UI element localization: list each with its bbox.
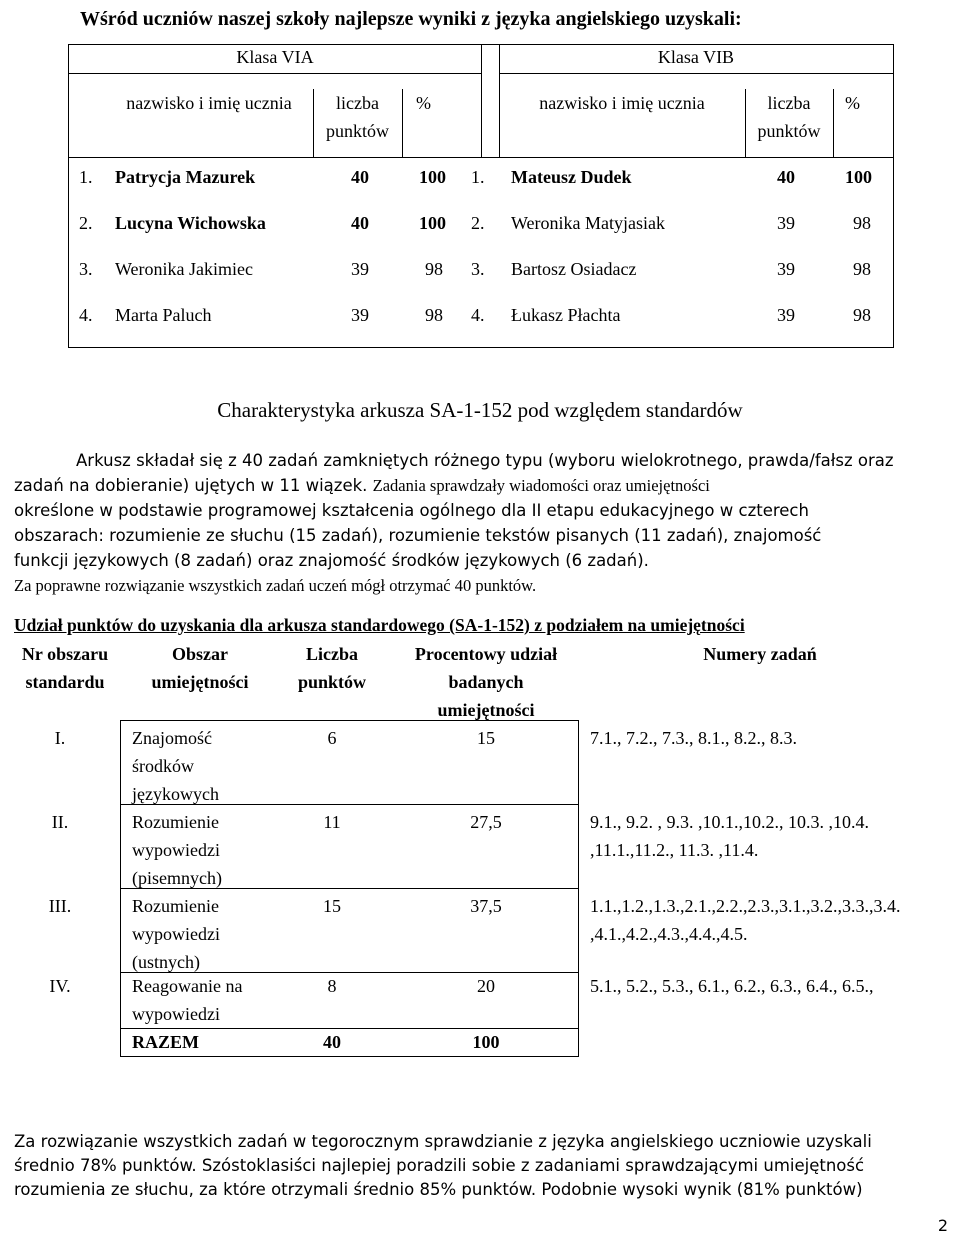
section-heading: Udział punktów do uzyskania dla arkusza standardowego (SA-1-152) z podziałem na umiejętności — [14, 615, 745, 635]
text-line: średnio 78% punktów. Szóstoklasiści najlepiej poradzili sobie z zadaniami sprawdzającymi umiejętność — [14, 1156, 865, 1175]
student-name: Mateusz Dudek — [511, 167, 632, 187]
tasks-line: ,4.1.,4.2.,4.3.,4.4.,4.5. — [590, 924, 748, 944]
student-points: 39 — [777, 305, 795, 325]
section-heading: Charakterystyka arkusza SA-1-152 pod względem standardów — [217, 398, 743, 422]
summary-paragraph — [14, 1130, 944, 1202]
header-area — [120, 640, 280, 696]
text-span: Zadania sprawdzały wiadomości oraz umiejętności — [372, 476, 710, 495]
student-points: 39 — [777, 213, 795, 233]
area-line: wypowiedzi — [132, 924, 220, 944]
col-points-header — [313, 89, 402, 145]
text-line — [14, 473, 934, 498]
divider — [833, 89, 834, 157]
col-name-header: nazwisko i imię ucznia — [126, 93, 292, 113]
student-name: Marta Paluch — [115, 305, 212, 325]
area-points: 11 — [323, 812, 341, 832]
area-name — [132, 892, 220, 976]
col-points-line: liczba — [767, 93, 811, 113]
student-pct: 98 — [425, 259, 443, 279]
page-number: 2 — [937, 1216, 948, 1235]
header-tasks: Numery zadań — [703, 644, 817, 664]
student-pct: 98 — [425, 305, 443, 325]
area-name — [132, 808, 222, 892]
area-line: (pisemnych) — [132, 868, 222, 888]
col-points-line: punktów — [757, 121, 821, 141]
divider — [120, 1056, 578, 1057]
row-number: 1. — [79, 167, 93, 187]
text-line: Za poprawne rozwiązanie wszystkich zadań uczeń mógł otrzymać 40 punktów. — [14, 576, 537, 595]
col-points-header — [745, 89, 833, 145]
row-number: 4. — [79, 305, 93, 325]
area-name — [132, 724, 219, 808]
tasks-line: 7.1., 7.2., 7.3., 8.1., 8.2., 8.3. — [590, 728, 797, 748]
student-points: 40 — [777, 167, 795, 187]
header-percent — [394, 640, 578, 724]
divider — [69, 157, 893, 158]
area-percent: 27,5 — [470, 812, 502, 832]
area-line: językowych — [132, 784, 219, 804]
student-pct: 98 — [853, 259, 871, 279]
area-tasks — [590, 892, 901, 948]
divider — [402, 89, 403, 157]
student-name: Lucyna Wichowska — [115, 213, 266, 233]
total-label: RAZEM — [132, 1032, 199, 1052]
header-line: umiejętności — [151, 672, 249, 692]
row-number: 3. — [471, 259, 485, 279]
area-percent: 15 — [477, 728, 495, 748]
area-line: wypowiedzi — [132, 1004, 220, 1024]
text-line: funkcji językowych (8 zadań) oraz znajomość środków językowych (6 zadań). — [14, 551, 649, 570]
area-tasks — [590, 808, 869, 864]
header-points — [280, 640, 384, 696]
divider — [481, 45, 482, 157]
text-span: zadań na dobieranie) ujętych w 11 wiązek. — [14, 476, 373, 495]
header-line: Obszar — [172, 644, 228, 664]
area-percent: 37,5 — [470, 896, 502, 916]
row-number: 2. — [471, 213, 485, 233]
area-line: wypowiedzi — [132, 840, 220, 860]
exam-description — [14, 448, 934, 598]
tasks-line: ,11.1.,11.2., 11.3. ,11.4. — [590, 840, 759, 860]
divider — [499, 73, 893, 74]
area-number: III. — [48, 896, 72, 916]
student-name: Weronika Jakimiec — [115, 259, 253, 279]
header-line: Liczba — [306, 644, 358, 664]
col-pct-header: % — [416, 93, 431, 113]
divider — [578, 720, 579, 1057]
total-percent: 100 — [472, 1032, 500, 1052]
header-nr — [10, 640, 120, 696]
student-pct: 98 — [853, 305, 871, 325]
student-pct: 100 — [419, 213, 446, 233]
tasks-line: 9.1., 9.2. , 9.3. ,10.1.,10.2., 10.3. ,10.4. — [590, 812, 869, 832]
header-line: punktów — [297, 672, 367, 692]
page-title: Wśród uczniów naszej szkoły najlepsze wyniki z języka angielskiego uzyskali: — [80, 8, 742, 30]
row-number: 3. — [79, 259, 93, 279]
text-line: obszarach: rozumienie ze słuchu (15 zadań), rozumienie tekstów pisanych (11 zadań), znajomość — [14, 526, 822, 545]
row-number: 1. — [471, 167, 485, 187]
tasks-line: 5.1., 5.2., 5.3., 6.1., 6.2., 6.3., 6.4., 6.5., — [590, 976, 874, 996]
header-line: Nr obszaru — [21, 644, 109, 664]
student-pct: 100 — [845, 167, 872, 187]
text-line: Za rozwiązanie wszystkich zadań w tegorocznym sprawdzianie z języka angielskiego uczniowie uzyskali — [14, 1132, 872, 1151]
text-line: określone w podstawie programowej kształcenia ogólnego dla II etapu edukacyjnego w czterech — [14, 501, 809, 520]
student-points: 39 — [351, 305, 369, 325]
row-number: 2. — [79, 213, 93, 233]
student-points: 40 — [351, 167, 369, 187]
row-number: 4. — [471, 305, 485, 325]
class-b-header: Klasa VIB — [657, 47, 735, 67]
area-line: (ustnych) — [132, 952, 200, 972]
area-number: IV. — [49, 976, 71, 996]
area-number: I. — [54, 728, 66, 748]
col-name-header: nazwisko i imię ucznia — [539, 93, 705, 113]
divider — [69, 73, 481, 74]
results-table — [68, 44, 894, 348]
area-line: Rozumienie — [132, 896, 219, 916]
text-line: rozumienia ze słuchu, za które otrzymali średnio 85% punktów. Podobnie wysoki wynik (81% punktów) — [14, 1180, 863, 1199]
area-number: II. — [51, 812, 69, 832]
student-name: Patrycja Mazurek — [115, 167, 256, 187]
area-points: 8 — [327, 976, 337, 996]
student-points: 39 — [777, 259, 795, 279]
skills-table — [0, 640, 960, 1060]
class-a-header: Klasa VIA — [236, 47, 314, 67]
header-line: Procentowy udział — [414, 644, 558, 664]
header-line: umiejętności — [437, 700, 535, 720]
text-line: Arkusz składał się z 40 zadań zamkniętych różnego typu (wyboru wielokrotnego, prawda/fałsz oraz — [76, 451, 894, 470]
tasks-line: 1.1.,1.2.,1.3.,2.1.,2.2.,2.3.,3.1.,3.2.,3.3.,3.4. — [590, 896, 901, 916]
area-points: 15 — [323, 896, 341, 916]
col-pct-header: % — [845, 93, 860, 113]
student-points: 40 — [351, 213, 369, 233]
area-points: 6 — [327, 728, 337, 748]
area-percent: 20 — [477, 976, 495, 996]
col-points-line: punktów — [326, 121, 389, 141]
student-pct: 100 — [419, 167, 446, 187]
area-line: Reagowanie na — [132, 976, 243, 996]
student-name: Weronika Matyjasiak — [511, 213, 666, 233]
area-line: Znajomość — [132, 728, 212, 748]
student-pct: 98 — [853, 213, 871, 233]
area-tasks — [590, 972, 874, 1000]
student-points: 39 — [351, 259, 369, 279]
col-points-line: liczba — [336, 93, 379, 113]
area-name — [132, 972, 242, 1028]
area-tasks — [590, 724, 797, 752]
area-line: środków — [132, 756, 194, 776]
student-name: Bartosz Osiadacz — [511, 259, 637, 279]
header-line: standardu — [25, 672, 105, 692]
student-name: Łukasz Płachta — [511, 305, 621, 325]
area-line: Rozumienie — [132, 812, 219, 832]
header-line: badanych — [448, 672, 524, 692]
total-points: 40 — [323, 1032, 341, 1052]
